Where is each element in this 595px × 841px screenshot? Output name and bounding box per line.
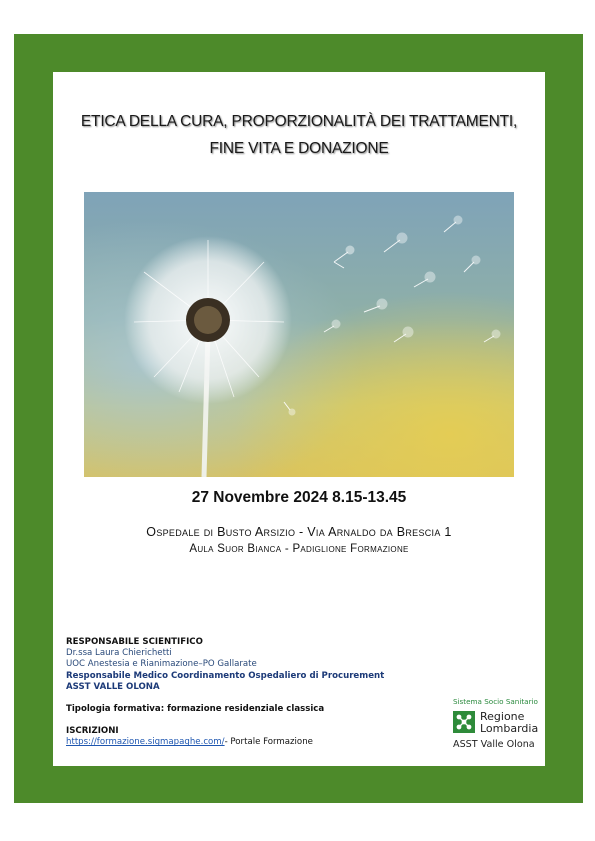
dandelion-illustration (84, 192, 514, 477)
dandelion-photo (84, 192, 514, 477)
logo-mark-icon (453, 711, 475, 733)
logo-system-label: Sistema Socio Sanitario (453, 697, 538, 706)
logo-region-line2: Lombardia (480, 722, 539, 735)
scientific-unit: UOC Anestesia e Rianimazione–PO Gallarate (66, 659, 257, 670)
logo-region-line1: Regione (480, 710, 525, 723)
event-date-time: 27 Novembre 2024 8.15-13.45 (191, 489, 407, 506)
title-line-2: FINE VITA E DONAZIONE (209, 140, 389, 157)
scientific-person: Dr.ssa Laura Chierichetti (66, 648, 172, 659)
scientific-heading: RESPONSABILE SCIENTIFICO (66, 637, 203, 647)
registration-link[interactable]: https://formazione.sigmapaghe.com/ (66, 737, 225, 748)
venue-address: Ospedale di Busto Arsizio - Via Arnaldo da Brescia 1 (146, 525, 452, 539)
event-title (53, 108, 545, 162)
training-type: Tipologia formativa: formazione residenziale classica (66, 704, 325, 715)
flyer-page (53, 72, 545, 766)
registration-line (66, 737, 426, 748)
title-line-1: ETICA DELLA CURA, PROPORZIONALITÀ DEI TRATTAMENTI, (80, 113, 518, 130)
scientific-org: ASST VALLE OLONA (66, 681, 160, 692)
logo-asst-name: ASST Valle Olona (453, 739, 535, 750)
scientific-role: Responsabile Medico Coordinamento Ospedaliero di Procurement (66, 670, 385, 681)
registration-suffix: - Portale Formazione (224, 737, 313, 748)
event-info-block (66, 637, 426, 749)
registration-heading: ISCRIZIONI (66, 726, 119, 737)
venue-room: Aula Suor Bianca - Padiglione Formazione (189, 543, 409, 555)
regione-lombardia-logo (453, 697, 553, 757)
